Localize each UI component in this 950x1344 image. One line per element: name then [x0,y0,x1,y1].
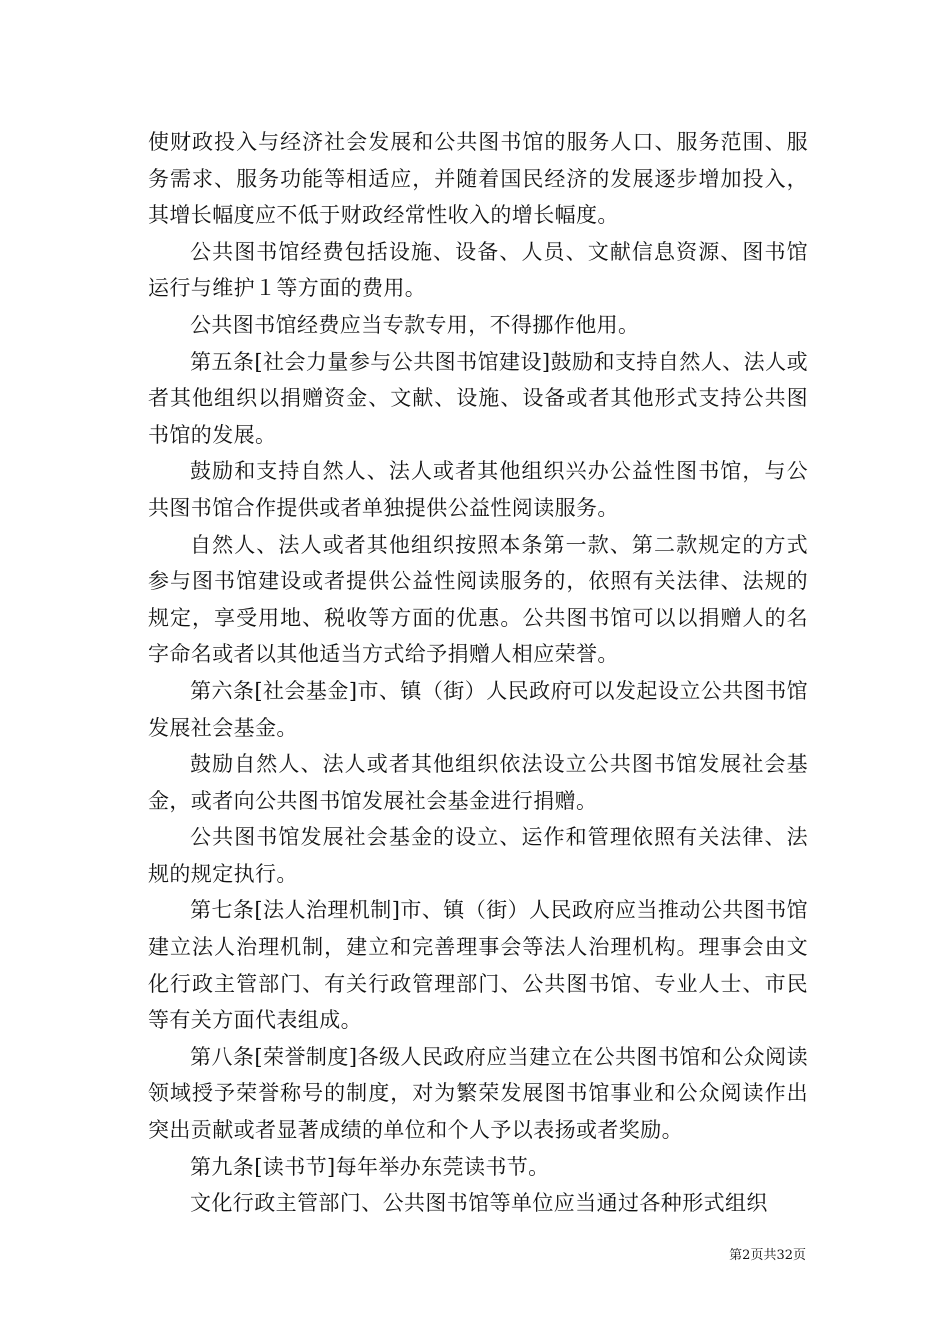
paragraph: 使财政投入与经济社会发展和公共图书馆的服务人口、服务范围、服务需求、服务功能等相适应，并随着国民经济的发展逐步增加投入，其增长幅度应不低于财政经常性收入的增长幅度。 [148,130,808,228]
paragraph: 文化行政主管部门、公共图书馆等单位应当通过各种形式组织 [190,1191,768,1216]
paragraph: 鼓励自然人、法人或者其他组织依法设立公共图书馆发展社会基金，或者向公共图书馆发展社会基金进行捐赠。 [148,752,808,813]
paragraph: 公共图书馆经费应当专款专用，不得挪作他用。 [190,312,640,337]
paragraph: 第九条[读书节]每年举办东莞读书节。 [190,1154,550,1179]
document-body [148,124,808,1222]
page-number-label: 第2页共32页 [729,1248,806,1263]
paragraph: 第八条[荣誉制度]各级人民政府应当建立在公共图书馆和公众阅读领域授予荣誉称号的制度，对为繁荣发展图书馆事业和公众阅读作出突出贡献或者显著成绩的单位和个人予以表扬或者奖励。 [148,1044,808,1143]
paragraph: 自然人、法人或者其他组织按照本条第一款、第二款规定的方式参与图书馆建设或者提供公益性阅读服务的，依照有关法律、法规的规定，享受用地、税收等方面的优惠。公共图书馆可以以捐赠人的名字命名或者以其他适当方式给予捐赠人相应荣誉。 [148,532,808,667]
paragraph: 公共图书馆经费包括设施、设备、人员、文献信息资源、图书馆运行与维护１等方面的费用。 [148,239,808,301]
page-footer [0,1247,806,1265]
paragraph: 第六条[社会基金]市、镇（街）人民政府可以发起设立公共图书馆发展社会基金。 [148,678,808,740]
paragraph: 第七条[法人治理机制]市、镇（街）人民政府应当推动公共图书馆建立法人治理机制，建立和完善理事会等法人治理机构。理事会由文化行政主管部门、有关行政管理部门、公共图书馆、专业人士、市民等有关方面代表组成。 [148,898,808,1033]
paragraph: 鼓励和支持自然人、法人或者其他组织兴办公益性图书馆，与公共图书馆合作提供或者单独提供公益性阅读服务。 [148,459,808,520]
paragraph: 第五条[社会力量参与公共图书馆建设]鼓励和支持自然人、法人或者其他组织以捐赠资金、文献、设施、设备或者其他形式支持公共图书馆的发展。 [148,349,808,447]
paragraph: 公共图书馆发展社会基金的设立、运作和管理依照有关法律、法规的规定执行。 [148,825,808,886]
